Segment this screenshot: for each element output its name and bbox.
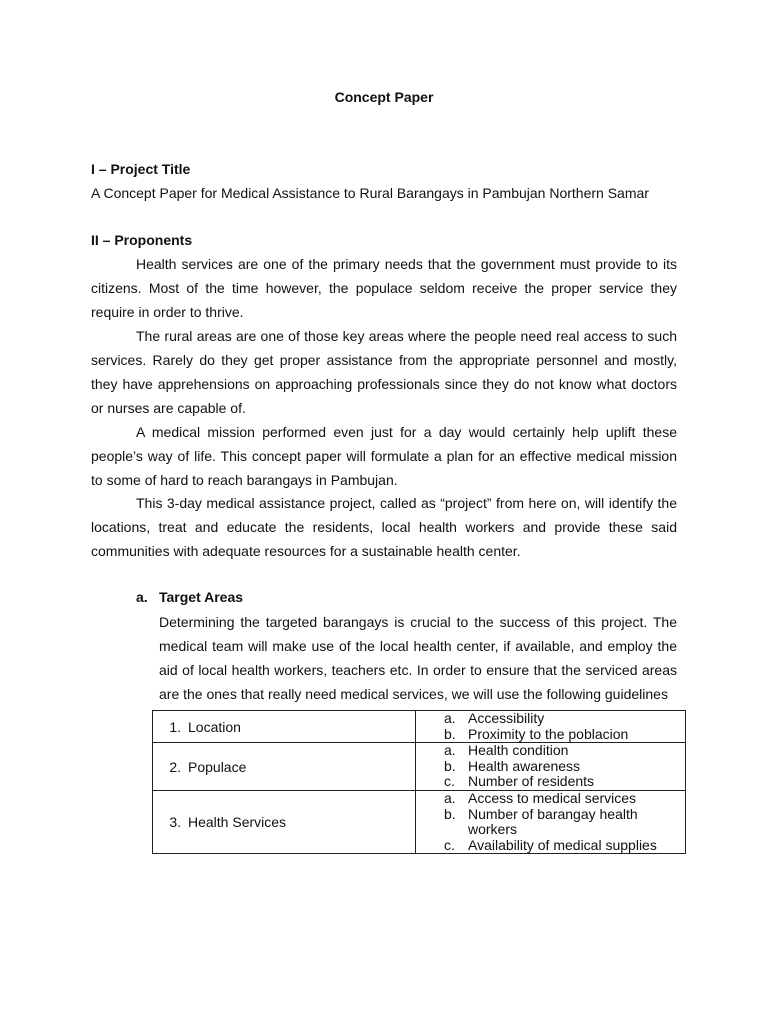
guideline-label: Health Services <box>188 814 287 830</box>
table-row <box>153 743 686 791</box>
paragraph: This 3-day medical assistance project, called as “project” from here on, will identify the locations, treat and educate the residents, local health workers and provide these said communities with adequate resources for a sustainable health center. <box>91 495 677 559</box>
list-item <box>444 727 685 743</box>
list-letter: b. <box>444 805 456 822</box>
guideline-label: Populace <box>188 758 247 775</box>
list-text: Health awareness <box>468 757 581 774</box>
list-letter: a. <box>444 790 456 806</box>
list-letter: c. <box>444 773 455 790</box>
list-item <box>444 743 685 759</box>
list-item <box>444 774 685 790</box>
table-row <box>153 711 686 743</box>
list-item <box>444 759 685 775</box>
guideline-number: 1. <box>169 718 181 735</box>
criteria-cell <box>416 743 686 791</box>
subsection-title: Target Areas <box>159 589 244 605</box>
list-text: Number of residents <box>468 773 595 790</box>
list-item <box>444 791 685 807</box>
guideline-cell <box>153 711 416 743</box>
list-item <box>444 807 685 838</box>
paragraph: A medical mission performed even just for a day would certainly help uplift these people’s way of life. This concept paper will formulate a plan for an effective medical mission to some of hard to reach barangays in Pambujan. <box>91 424 677 488</box>
target-areas-paragraph: Determining the targeted barangays is crucial to the success of this project. The medical team will make use of the local health center, if available, and employ the aid of local health workers, teachers etc. In order to ensure that the serviced areas are the ones that really need medical services, we will use the following guidelines <box>159 614 677 702</box>
list-item <box>444 711 685 727</box>
criteria-cell <box>416 711 686 743</box>
guideline-label: Location <box>188 718 241 735</box>
list-text: Proximity to the poblacion <box>468 725 629 742</box>
subsection-heading-target-areas <box>136 589 243 605</box>
subsection-marker: a. <box>136 589 148 605</box>
list-text: Number of barangay health workers <box>468 805 638 837</box>
list-text: Health condition <box>468 742 569 759</box>
section-heading-project-title: I – Project Title <box>91 161 191 177</box>
list-text: Availability of medical supplies <box>468 836 657 853</box>
table-row <box>153 791 686 854</box>
page-title: Concept Paper <box>334 89 434 105</box>
list-letter: b. <box>444 757 456 774</box>
section-heading-proponents: II – Proponents <box>91 232 193 248</box>
criteria-cell <box>416 791 686 854</box>
guidelines-table <box>152 710 686 854</box>
list-item <box>444 838 685 854</box>
guideline-number: 3. <box>169 814 181 830</box>
list-text: Access to medical services <box>468 790 637 806</box>
guideline-number: 2. <box>169 758 181 775</box>
list-text: Accessibility <box>468 710 545 726</box>
list-letter: a. <box>444 710 456 726</box>
project-title-text: A Concept Paper for Medical Assistance to Rural Barangays in Pambujan Northern Samar <box>91 185 649 201</box>
paragraph: The rural areas are one of those key areas where the people need real access to such services. Rarely do they get proper assistance from the appropriate personnel and mostly, they have apprehensions on approaching professionals since they do not know what doctors or nurses are capable of. <box>91 328 677 416</box>
list-letter: c. <box>444 836 455 853</box>
list-letter: b. <box>444 725 456 742</box>
paragraph: Health services are one of the primary needs that the government must provide to its citizens. Most of the time however, the populace seldom receive the proper service they require in order to thrive. <box>91 256 677 320</box>
guideline-cell <box>153 743 416 791</box>
guideline-cell <box>153 791 416 854</box>
list-letter: a. <box>444 742 456 759</box>
